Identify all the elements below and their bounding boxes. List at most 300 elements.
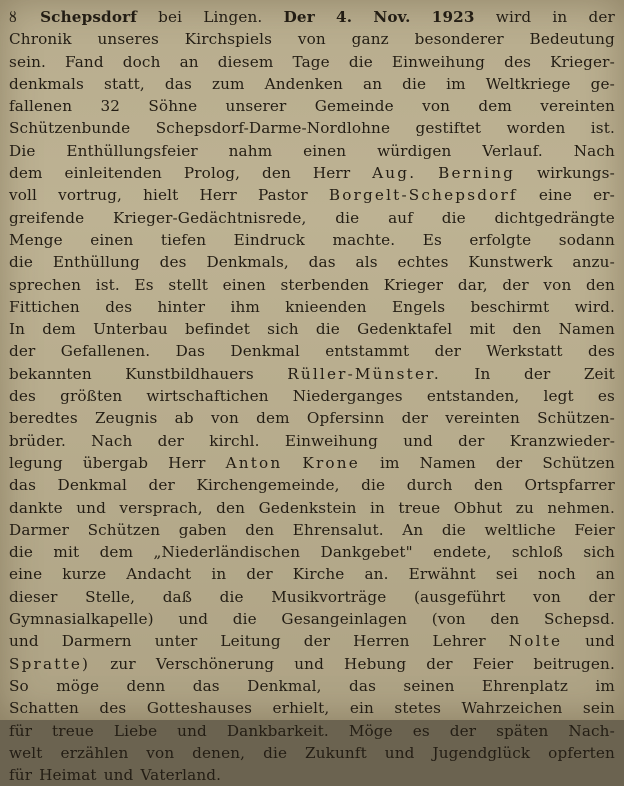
word: Nolte: [508, 632, 563, 651]
word: sein.: [9, 52, 46, 71]
word: schloß: [511, 543, 564, 562]
word: Niederganges: [292, 387, 403, 406]
word: ge-: [590, 74, 615, 93]
word: die: [441, 208, 466, 227]
word: den: [490, 610, 520, 629]
word: worden: [506, 119, 566, 138]
word: anzu-: [572, 253, 615, 272]
article-heading-line: [9, 6, 615, 28]
word: des: [588, 342, 615, 361]
word: den: [216, 498, 246, 517]
word: Andenken: [264, 74, 343, 93]
word: tiefen: [160, 230, 207, 249]
word: einen: [222, 275, 266, 294]
word: von: [146, 743, 175, 762]
word: und: [76, 498, 106, 517]
word: es: [597, 387, 615, 406]
word: Heimat: [39, 766, 97, 785]
word: die: [232, 610, 257, 629]
word: kirchl.: [209, 431, 260, 450]
word: zum: [211, 74, 245, 93]
word: Hebung: [344, 654, 407, 673]
word: stetes: [394, 699, 442, 718]
word: machte.: [332, 230, 396, 249]
word: die: [335, 208, 360, 227]
word: knieenden: [285, 297, 367, 316]
word: besonderer: [414, 30, 504, 49]
word: der: [588, 8, 615, 26]
article-line: [9, 608, 615, 630]
word: Obhut: [453, 498, 503, 517]
word: nahm: [228, 141, 273, 160]
word: auf: [388, 208, 413, 227]
word: die: [348, 52, 373, 71]
word: Andacht: [126, 565, 192, 584]
word: Fand: [65, 52, 104, 71]
word: ist.: [95, 275, 120, 294]
word: kurze: [62, 565, 107, 584]
word: versprach,: [119, 498, 203, 517]
word: im: [446, 74, 466, 93]
word: späten: [496, 721, 549, 740]
word: Gedenktafel: [357, 320, 453, 339]
word: und: [384, 743, 415, 762]
word: das: [9, 476, 37, 495]
word: eine: [538, 186, 573, 205]
word: an: [363, 74, 383, 93]
word: Vaterland.: [140, 766, 222, 785]
word: Gesangeinlagen: [281, 610, 408, 629]
word: Chronik: [9, 30, 72, 49]
word: Weltkriege: [485, 74, 571, 93]
word: endete,: [433, 543, 492, 562]
word: für: [9, 766, 33, 785]
word: Gefallenen.: [60, 342, 151, 361]
word: ganz: [351, 30, 389, 49]
word: der: [502, 275, 529, 294]
word: sei: [495, 565, 518, 584]
word: Verlauf.: [482, 141, 543, 160]
word: durch: [406, 476, 453, 495]
word: und: [403, 431, 433, 450]
word: Denkmal: [57, 476, 128, 495]
article-line: [9, 28, 615, 50]
article-line: [9, 229, 615, 251]
word: mit: [469, 320, 496, 339]
word: der: [9, 342, 36, 361]
word: dem: [42, 320, 76, 339]
word: zu: [515, 498, 534, 517]
word: Unterbau: [93, 320, 168, 339]
word: Stelle,: [85, 587, 136, 606]
word: Eindruck: [233, 230, 306, 249]
word: an: [595, 565, 615, 584]
word: sein: [582, 699, 615, 718]
word: von: [210, 409, 239, 428]
word: (von: [431, 610, 466, 629]
word: Zeugnis: [94, 409, 158, 428]
word: Borgelt-Schepsdorf: [328, 186, 518, 205]
ornament-glyph: ȣ: [9, 10, 17, 26]
word: der: [157, 431, 185, 450]
article-line: [9, 764, 615, 786]
word: Söhne: [148, 97, 198, 116]
word: Opfersinn: [306, 409, 385, 428]
word: der: [303, 632, 331, 651]
word: Die: [9, 141, 36, 160]
word: des: [159, 253, 187, 272]
word: erfolgte: [469, 230, 532, 249]
word: die: [219, 587, 244, 606]
word: Verschönerung: [155, 654, 275, 673]
word: des: [99, 699, 127, 718]
word: Denkmal,: [247, 676, 322, 695]
word: er-: [593, 186, 615, 205]
word: Gymnasialkapelle): [9, 610, 154, 629]
word: Enthüllungsfeier: [66, 141, 198, 160]
word: Schützenbunde: [9, 119, 131, 138]
word: echtes: [397, 253, 449, 272]
word: Namen: [558, 320, 615, 339]
word: der: [523, 364, 551, 383]
word: hinter: [157, 297, 206, 316]
word: denn: [126, 676, 166, 695]
word: Gemeinde: [314, 97, 394, 116]
word: gestiftet: [415, 119, 482, 138]
word: ihm: [230, 297, 260, 316]
word: vortrug,: [58, 186, 123, 205]
word: befindet: [184, 320, 250, 339]
word: bei: [158, 8, 183, 26]
article-line: [9, 474, 615, 496]
word: Einweihung: [391, 52, 486, 71]
article-line: [9, 385, 615, 407]
word: beitrugen.: [533, 654, 615, 673]
word: und: [177, 721, 207, 740]
article-line: [9, 720, 615, 742]
word: Berning: [438, 164, 516, 183]
word: der: [401, 409, 429, 428]
word: der: [588, 587, 615, 606]
word: Enthüllung: [52, 253, 140, 272]
word: Nov.: [373, 8, 411, 26]
word: die: [9, 543, 34, 562]
word: wirkungs-: [537, 164, 615, 183]
word: Schützen: [87, 520, 161, 539]
word: Feier: [574, 520, 615, 539]
word: Darmern: [61, 632, 132, 651]
article-line: [9, 742, 615, 764]
word: 1923: [431, 8, 475, 26]
word: ist.: [590, 119, 615, 138]
word: sich: [583, 543, 615, 562]
word: Lingen.: [203, 8, 263, 26]
article-line: [9, 296, 615, 318]
word: an.: [364, 565, 389, 584]
word: in: [370, 498, 385, 517]
word: gaben: [178, 520, 227, 539]
word: Dankgebet": [320, 543, 413, 562]
word: übergab: [82, 453, 149, 472]
article-line: [9, 407, 615, 429]
word: das: [164, 74, 192, 93]
article-line: [9, 162, 615, 184]
word: Ortspfarrer: [524, 476, 615, 495]
word: dankte: [9, 498, 63, 517]
word: dieser: [9, 587, 58, 606]
word: sterbenden: [280, 275, 370, 294]
word: Namen: [419, 453, 476, 472]
word: statt,: [104, 74, 145, 93]
word: des: [9, 387, 36, 406]
word: und: [294, 654, 324, 673]
word: Schützen: [542, 453, 615, 472]
word: Kirchspiels: [184, 30, 273, 49]
word: Menge: [9, 230, 63, 249]
word: von: [543, 275, 572, 294]
word: beschirmt: [470, 297, 550, 316]
word: wirtschaftichen: [146, 387, 269, 406]
word: dar,: [457, 275, 488, 294]
article-line: [9, 274, 615, 296]
article-line: [9, 697, 615, 719]
word: und: [178, 610, 209, 629]
word: Schepsdorf: [40, 8, 137, 26]
word: in: [211, 565, 227, 584]
word: greifende: [9, 208, 85, 227]
word: Schatten: [9, 699, 79, 718]
word: und: [585, 632, 615, 651]
word: Dankbarkeit.: [226, 721, 329, 740]
word: der: [148, 476, 175, 495]
article-line: [9, 452, 615, 474]
word: „Niederländischen: [153, 543, 301, 562]
word: beredtes: [9, 409, 78, 428]
word: treue: [398, 498, 441, 517]
word: Ehrenplatz: [481, 676, 569, 695]
word: Rüller-Münster.: [287, 364, 441, 383]
word: dem: [99, 543, 134, 562]
word: Das: [175, 342, 206, 361]
word: unseres: [97, 30, 159, 49]
word: Kirchengemeinde,: [196, 476, 340, 495]
word: dem: [9, 164, 43, 183]
word: Erwähnt: [408, 565, 476, 584]
word: das: [349, 676, 377, 695]
word: nehmen.: [547, 498, 615, 517]
word: größten: [60, 387, 123, 406]
word: Werkstatt: [486, 342, 563, 361]
word: Einweihung: [284, 431, 378, 450]
word: Aug.: [372, 164, 417, 183]
word: von: [533, 587, 561, 606]
word: Fittichen: [9, 297, 80, 316]
word: Krieger: [383, 275, 444, 294]
word: legung: [9, 453, 63, 472]
word: und: [103, 766, 134, 785]
word: vereinten: [540, 97, 615, 116]
word: im: [379, 453, 400, 472]
article-line: [9, 586, 615, 608]
word: ein: [349, 699, 374, 718]
word: Denkmals,: [206, 253, 289, 272]
word: und: [9, 632, 39, 651]
word: Denkmal: [230, 342, 300, 361]
article-line: [9, 563, 615, 585]
word: den: [586, 275, 615, 294]
word: die: [361, 476, 386, 495]
word: Herr: [312, 164, 351, 183]
word: Nach: [573, 141, 615, 160]
word: voll: [9, 186, 38, 205]
word: Leitung: [220, 632, 281, 651]
word: Darmer: [9, 520, 70, 539]
article-line: [9, 117, 615, 139]
word: Krieger-Gedächtnisrede,: [113, 208, 307, 227]
word: unserer: [225, 97, 287, 116]
word: unter: [154, 632, 198, 651]
word: In: [9, 320, 26, 339]
word: Der: [283, 8, 315, 26]
word: dem: [478, 97, 512, 116]
word: die: [263, 743, 288, 762]
article-text: [9, 6, 615, 786]
word: Zeit: [583, 364, 615, 383]
article-line: [9, 363, 615, 385]
word: wird: [495, 8, 532, 26]
word: Ehrensalut.: [292, 520, 384, 539]
word: den: [262, 164, 291, 183]
word: Wahrzeichen: [461, 699, 563, 718]
word: Krieger-: [550, 52, 615, 71]
article-line: [9, 251, 615, 273]
word: welt: [9, 743, 43, 762]
word: Feier: [472, 654, 514, 673]
word: die: [315, 320, 340, 339]
word: der: [246, 565, 273, 584]
word: von: [297, 30, 326, 49]
word: Spratte): [9, 654, 91, 673]
word: sich: [267, 320, 299, 339]
word: Jugendglück: [432, 743, 531, 762]
word: würdigen: [377, 141, 452, 160]
word: der: [495, 453, 523, 472]
word: als: [355, 253, 378, 272]
word: Anton: [225, 453, 283, 472]
word: die: [402, 74, 427, 93]
word: ab: [174, 409, 194, 428]
word: weltliche: [484, 520, 556, 539]
word: im: [595, 676, 615, 695]
article-line: [9, 340, 615, 362]
word: Es: [134, 275, 154, 294]
word: der: [426, 654, 453, 673]
word: Herr: [168, 453, 206, 472]
article-line: [9, 207, 615, 229]
article-line: [9, 318, 615, 340]
word: erhielt,: [272, 699, 330, 718]
word: einleitenden: [64, 164, 162, 183]
word: erzählen: [60, 743, 129, 762]
word: Kunstwerk: [468, 253, 553, 272]
word: Liebe: [113, 721, 158, 740]
word: An: [402, 520, 424, 539]
word: Zukunft: [305, 743, 367, 762]
word: sodann: [558, 230, 615, 249]
word: des: [504, 52, 532, 71]
word: Gotteshauses: [146, 699, 253, 718]
word: der: [449, 721, 477, 740]
word: wird.: [574, 297, 615, 316]
word: dem: [256, 409, 290, 428]
word: doch: [122, 52, 161, 71]
word: des: [105, 297, 133, 316]
word: Schepsdorf-Darme-Nordlohne: [155, 119, 391, 138]
word: brüder.: [9, 431, 66, 450]
word: entstammt: [325, 342, 410, 361]
word: der: [434, 342, 462, 361]
word: Bedeutung: [529, 30, 615, 49]
article-line: [9, 73, 615, 95]
word: Engels: [392, 297, 446, 316]
word: sprechen: [9, 275, 82, 294]
word: stellt: [168, 275, 208, 294]
word: legt: [543, 387, 574, 406]
word: Musikvorträge: [271, 587, 387, 606]
word: die: [441, 520, 466, 539]
word: Kranzwieder-: [509, 431, 615, 450]
word: diesem: [217, 52, 274, 71]
article-line: [9, 497, 615, 519]
article-line: [9, 430, 615, 452]
word: treue: [52, 721, 94, 740]
word: 4.: [336, 8, 353, 26]
word: Es: [422, 230, 442, 249]
word: Möge: [348, 721, 393, 740]
word: eine: [9, 565, 43, 584]
word: Kunstbildhauers: [125, 364, 254, 383]
word: 32: [100, 97, 121, 116]
word: mit: [53, 543, 80, 562]
word: einen: [90, 230, 134, 249]
word: Lehrer: [432, 632, 486, 651]
word: So: [9, 676, 29, 695]
word: dichtgedrängte: [494, 208, 615, 227]
word: In: [474, 364, 491, 383]
word: daß: [162, 587, 193, 606]
word: fallenen: [9, 97, 73, 116]
word: noch: [537, 565, 576, 584]
word: denen,: [192, 743, 246, 762]
article-line: [9, 630, 615, 652]
word: den: [245, 520, 275, 539]
word: möge: [56, 676, 100, 695]
word: den: [512, 320, 542, 339]
word: von: [422, 97, 451, 116]
word: die: [9, 253, 34, 272]
word: Tage: [292, 52, 330, 71]
word: zur: [110, 654, 136, 673]
word: (ausgeführt: [413, 587, 506, 606]
word: Herren: [353, 632, 410, 651]
word: opferten: [548, 743, 615, 762]
word: Gedenkstein: [258, 498, 357, 517]
article-line: [9, 519, 615, 541]
word: einen: [303, 141, 347, 160]
word: Herr: [199, 186, 237, 205]
article-line: [9, 653, 615, 675]
word: das: [308, 253, 336, 272]
